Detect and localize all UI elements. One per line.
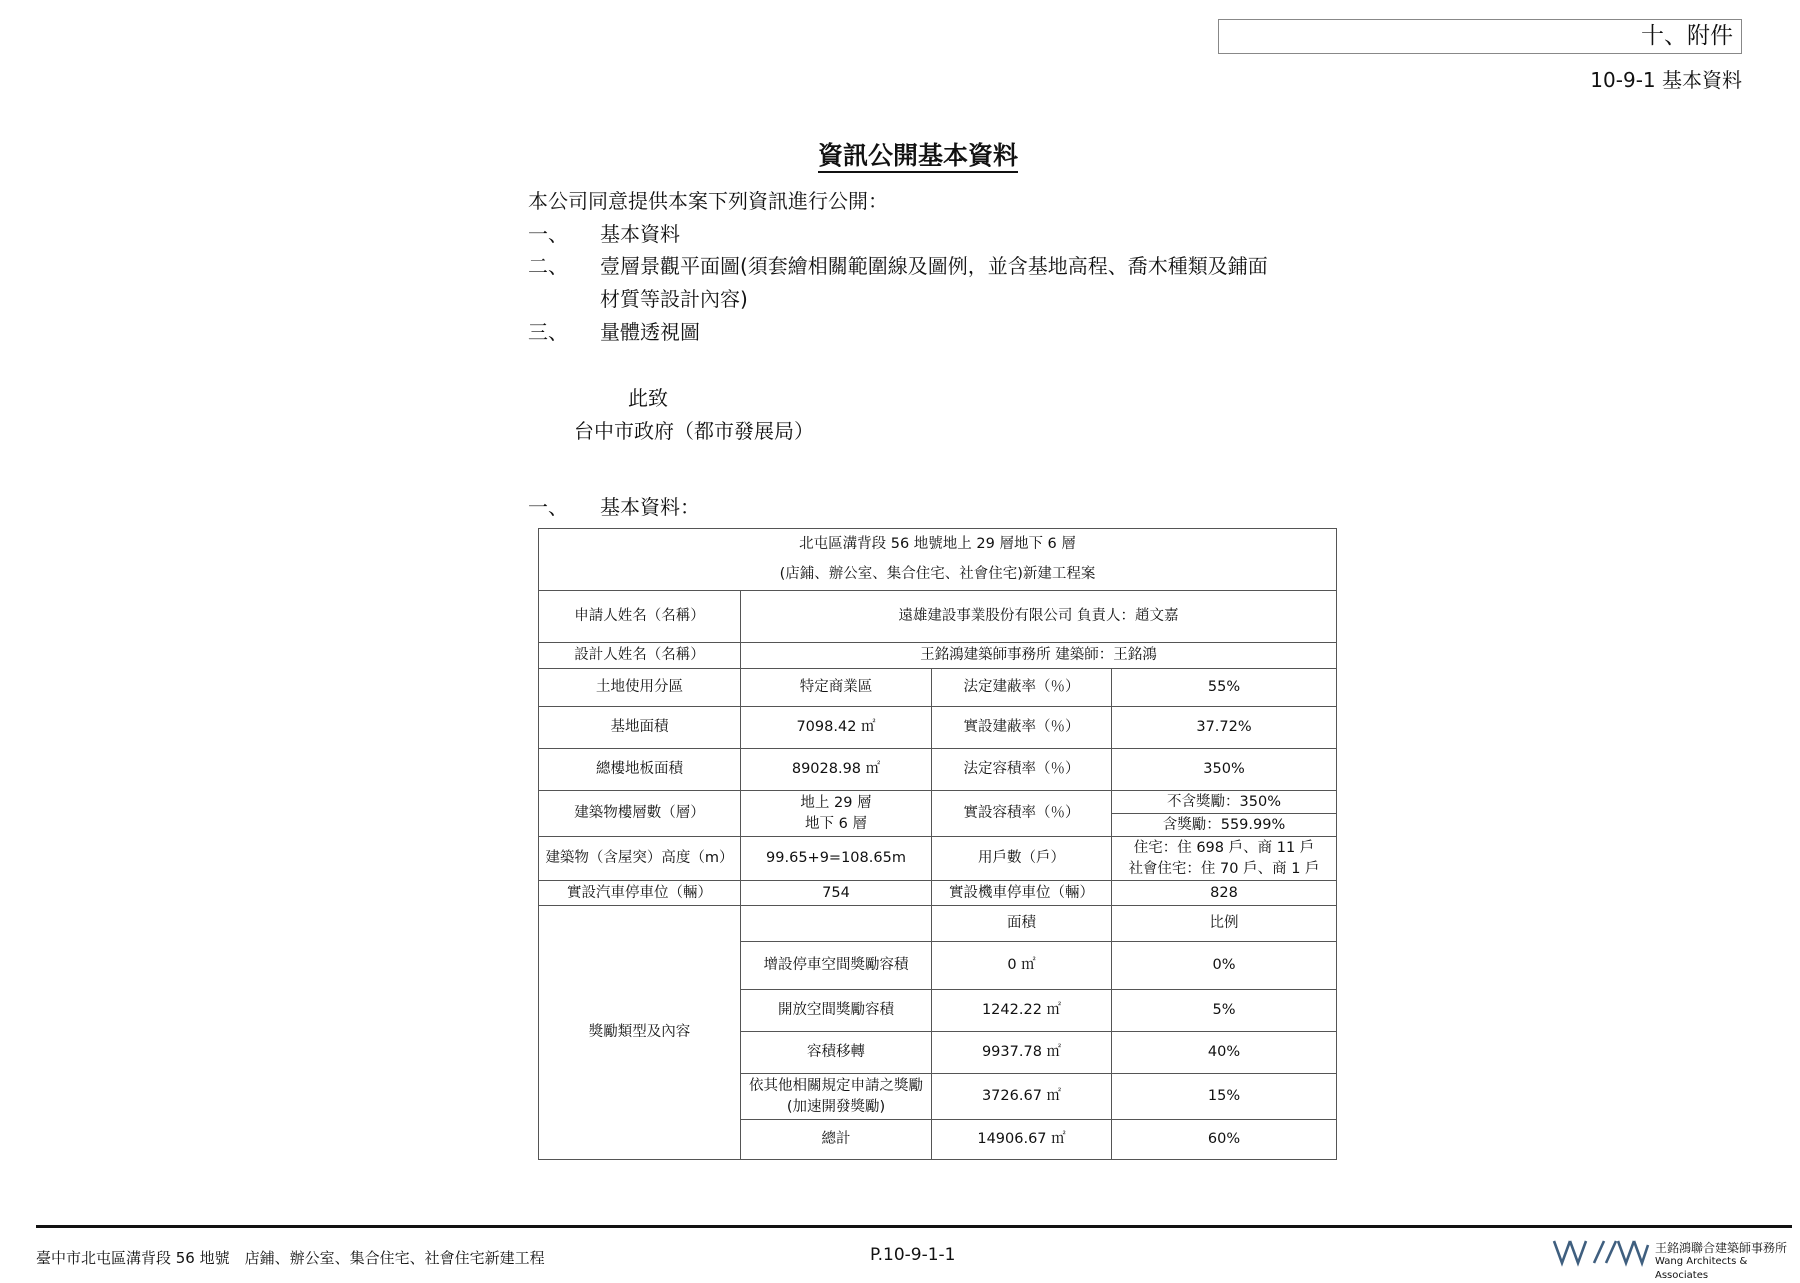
designer-label: 設計人姓名（名稱） [539, 643, 741, 669]
table-title-cell [539, 529, 1337, 591]
bonus-header-blank [741, 906, 932, 942]
units-label: 用戶數（戶） [932, 837, 1112, 881]
table-row [539, 529, 1337, 591]
section-one-num: 一、 [528, 495, 568, 519]
bonus-ratio: 0% [1112, 942, 1337, 990]
height-value: 99.65+9=108.65m [741, 837, 932, 881]
car-parking-value: 754 [741, 881, 932, 906]
bonus-header-ratio: 比例 [1112, 906, 1337, 942]
designer-value: 王銘鴻建築師事務所 建築師：王銘鴻 [741, 643, 1337, 669]
bonus-total-ratio: 60% [1112, 1120, 1337, 1160]
actual-far-label: 實設容積率（％） [932, 791, 1112, 837]
list-item-3-num: 三、 [528, 320, 568, 344]
table-row [539, 749, 1337, 791]
floor-area-label: 總樓地板面積 [539, 749, 741, 791]
height-label: 建築物（含屋突）高度（m） [539, 837, 741, 881]
actual-coverage-label: 實設建蔽率（％） [932, 707, 1112, 749]
actual-coverage-value: 37.72% [1112, 707, 1337, 749]
table-row [539, 906, 1337, 942]
table-title-line1: 北屯區溝背段 56 地號地上 29 層地下 6 層 [799, 536, 1076, 552]
bonus-type: 開放空間獎勵容積 [741, 990, 932, 1032]
footer-divider [36, 1225, 1792, 1228]
document-title-text: 資訊公開基本資料 [818, 141, 1018, 173]
bonus-type [741, 1074, 932, 1120]
bonus-type-line1: 依其他相關規定申請之獎勵 [749, 1077, 923, 1094]
table-row [539, 837, 1337, 881]
moto-parking-label: 實設機車停車位（輛） [932, 881, 1112, 906]
site-area-label: 基地面積 [539, 707, 741, 749]
list-item-1-text: 基本資料 [600, 222, 680, 246]
site-area-value: 7098.42 ㎡ [741, 707, 932, 749]
bonus-header-area: 面積 [932, 906, 1112, 942]
actual-far-with-bonus: 含獎勵：559.99% [1112, 814, 1337, 837]
table-row [539, 669, 1337, 707]
document-title [0, 136, 1800, 172]
closing-greeting: 此致 [628, 386, 668, 410]
list-item-2-num: 二、 [528, 254, 568, 278]
table-row [539, 791, 1337, 814]
zoning-label: 土地使用分區 [539, 669, 741, 707]
bonus-type: 容積移轉 [741, 1032, 932, 1074]
intro-text: 本公司同意提供本案下列資訊進行公開： [528, 189, 888, 213]
legal-coverage-value: 55% [1112, 669, 1337, 707]
list-item-2-text-cont: 材質等設計內容) [600, 287, 748, 311]
applicant-label: 申請人姓名（名稱） [539, 591, 741, 643]
legal-far-label: 法定容積率（％） [932, 749, 1112, 791]
closing-recipient: 台中市政府（都市發展局） [574, 419, 814, 443]
applicant-value: 遠雄建設事業股份有限公司 負責人：趙文嘉 [741, 591, 1337, 643]
bonus-type-line2: (加速開發獎勵) [786, 1098, 886, 1115]
bonus-total-label: 總計 [741, 1120, 932, 1160]
firm-name [1655, 1241, 1800, 1283]
floors-value [741, 791, 932, 837]
car-parking-label: 實設汽車停車位（輛） [539, 881, 741, 906]
floors-below: 地下 6 層 [805, 815, 867, 832]
bonus-type: 增設停車空間獎勵容積 [741, 942, 932, 990]
bonus-total-area: 14906.67 ㎡ [932, 1120, 1112, 1160]
table-row [539, 707, 1337, 749]
legal-coverage-label: 法定建蔽率（％） [932, 669, 1112, 707]
bonus-ratio: 15% [1112, 1074, 1337, 1120]
footer-page-number: P.10-9-1-1 [870, 1245, 956, 1265]
footer-project: 臺中市北屯區溝背段 56 地號 店鋪、辦公室、集合住宅、社會住宅新建工程 [36, 1249, 545, 1267]
bonus-label: 獎勵類型及內容 [539, 906, 741, 1160]
floors-above: 地上 29 層 [800, 794, 872, 811]
firm-name-zh: 王銘鴻聯合建築師事務所 [1655, 1241, 1788, 1255]
units-value-social: 社會住宅：住 70 戶、商 1 戶 [1128, 860, 1320, 877]
bonus-area: 0 ㎡ [932, 942, 1112, 990]
bonus-area: 1242.22 ㎡ [932, 990, 1112, 1032]
zoning-value: 特定商業區 [741, 669, 932, 707]
table-row [539, 881, 1337, 906]
section-one-label: 基本資料： [600, 495, 700, 519]
table-row [539, 643, 1337, 669]
bonus-area: 9937.78 ㎡ [932, 1032, 1112, 1074]
bonus-ratio: 40% [1112, 1032, 1337, 1074]
table-title-line2: (店鋪、辦公室、集合住宅、社會住宅)新建工程案 [779, 566, 1096, 582]
table-row [539, 591, 1337, 643]
moto-parking-value: 828 [1112, 881, 1337, 906]
list-item-1-num: 一、 [528, 222, 568, 246]
list-item-3-text: 量體透視圖 [600, 320, 700, 344]
bonus-ratio: 5% [1112, 990, 1337, 1032]
units-value-residential: 住宅：住 698 戶、商 11 戶 [1133, 839, 1315, 856]
list-item-2-text: 壹層景觀平面圖(須套繪相關範圍線及圖例，並含基地高程、喬木種類及鋪面 [600, 254, 1268, 278]
floor-area-value: 89028.98 ㎡ [741, 749, 932, 791]
firm-logo-icon [1552, 1237, 1650, 1267]
subsection-header: 10-9-1 基本資料 [1590, 68, 1742, 92]
section-header: 十、附件 [1218, 19, 1742, 54]
units-value [1112, 837, 1337, 881]
firm-name-en: Wang Architects & Associates [1655, 1256, 1748, 1281]
actual-far-no-bonus: 不含獎勵：350% [1112, 791, 1337, 814]
floors-label: 建築物樓層數（層） [539, 791, 741, 837]
basic-info-table [538, 528, 1337, 1160]
legal-far-value: 350% [1112, 749, 1337, 791]
bonus-area: 3726.67 ㎡ [932, 1074, 1112, 1120]
